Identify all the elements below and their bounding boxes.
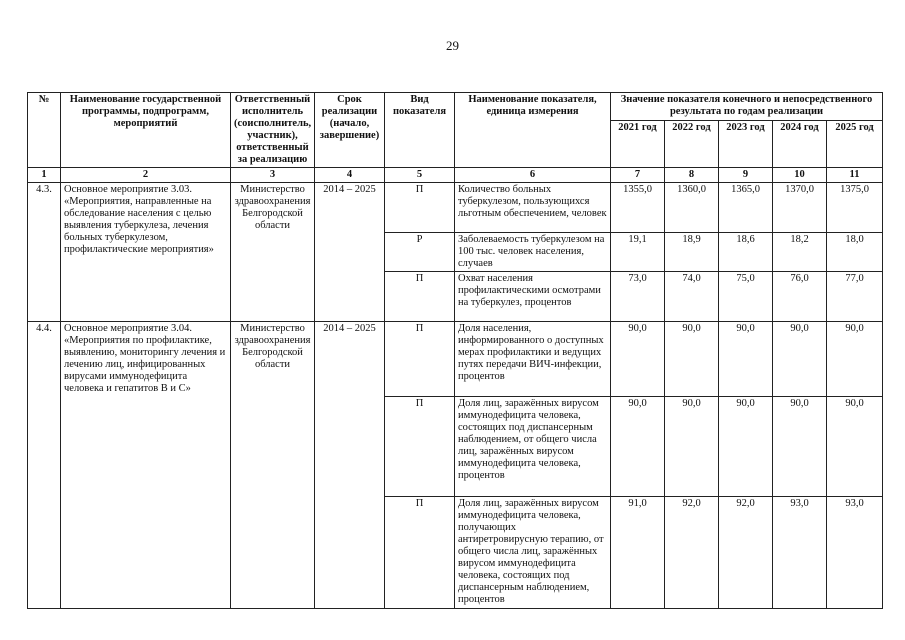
table-row <box>28 183 883 233</box>
indicator-value: 1355,0 <box>611 183 665 233</box>
indicator-value: 90,0 <box>665 322 719 397</box>
indicator-value: 90,0 <box>773 322 827 397</box>
column-number: 6 <box>455 168 611 183</box>
indicator-value: 77,0 <box>827 272 883 322</box>
indicator-value: 93,0 <box>773 497 827 609</box>
indicator-name: Охват населения профилактическими осмотрами на туберкулез, процентов <box>455 272 611 322</box>
indicator-value: 18,6 <box>719 233 773 272</box>
indicator-value: 91,0 <box>611 497 665 609</box>
indicator-value: 1375,0 <box>827 183 883 233</box>
header-no: № <box>28 93 61 168</box>
indicator-name: Заболеваемость туберкулезом на 100 тыс. человек населения, случаев <box>455 233 611 272</box>
header-year: 2021 год <box>611 120 665 167</box>
indicators-table <box>27 92 883 609</box>
indicator-value: 18,2 <box>773 233 827 272</box>
header-indicator-name: Наименование показателя, единица измерения <box>455 93 611 168</box>
indicator-value: 90,0 <box>773 397 827 497</box>
indicator-type: П <box>385 397 455 497</box>
indicator-name: Доля лиц, заражённых вирусом иммунодефицита человека, состоящих под диспансерным наблюдением, от общего числа лиц, заражённых вирусом иммунодефицита человека, процентов <box>455 397 611 497</box>
indicator-value: 18,0 <box>827 233 883 272</box>
event-executor: Министерство здравоохранения Белгородской области <box>231 183 315 322</box>
event-period: 2014 – 2025 <box>315 322 385 609</box>
header-executor: Ответственный исполнитель (соисполнитель, участник), ответственный за реализацию <box>231 93 315 168</box>
indicator-value: 76,0 <box>773 272 827 322</box>
indicator-value: 19,1 <box>611 233 665 272</box>
indicator-type: Р <box>385 233 455 272</box>
column-number: 10 <box>773 168 827 183</box>
event-name: Основное мероприятие 3.03. «Мероприятия, направленные на обследование населения с целью выявления туберкулеза, лечения больных туберкулезом, профилактические мероприятия» <box>61 183 231 322</box>
indicator-value: 18,9 <box>665 233 719 272</box>
indicator-value: 90,0 <box>719 322 773 397</box>
indicator-name: Доля населения, информированного о доступных мерах профилактики и ведущих путях передачи ВИЧ-инфекции, процентов <box>455 322 611 397</box>
event-name: Основное мероприятие 3.04. «Мероприятия по профилактике, выявлению, мониторингу лечения и лечению лиц, инфицированных вирусами иммунодефицита человека и гепатитов В и С» <box>61 322 231 609</box>
column-number: 4 <box>315 168 385 183</box>
column-number: 8 <box>665 168 719 183</box>
header-year: 2022 год <box>665 120 719 167</box>
header-period: Срок реализации (начало, завершение) <box>315 93 385 168</box>
event-period: 2014 – 2025 <box>315 183 385 322</box>
indicator-value: 73,0 <box>611 272 665 322</box>
column-number: 5 <box>385 168 455 183</box>
header-indicator-type: Вид показателя <box>385 93 455 168</box>
column-number: 9 <box>719 168 773 183</box>
indicator-value: 74,0 <box>665 272 719 322</box>
indicator-name: Количество больных туберкулезом, пользующихся льготным обеспечением, человек <box>455 183 611 233</box>
indicator-type: П <box>385 272 455 322</box>
header-values-group: Значение показателя конечного и непосредственного результата по годам реализации <box>611 93 883 121</box>
indicator-type: П <box>385 322 455 397</box>
column-number: 1 <box>28 168 61 183</box>
indicator-type: П <box>385 497 455 609</box>
column-number: 11 <box>827 168 883 183</box>
header-year: 2023 год <box>719 120 773 167</box>
indicator-value: 1360,0 <box>665 183 719 233</box>
header-program-name: Наименование государственной программы, подпрограмм, мероприятий <box>61 93 231 168</box>
indicator-value: 90,0 <box>611 322 665 397</box>
event-number: 4.4. <box>28 322 61 609</box>
indicator-value: 92,0 <box>665 497 719 609</box>
column-number-row <box>28 168 883 183</box>
column-number: 7 <box>611 168 665 183</box>
indicator-value: 1370,0 <box>773 183 827 233</box>
indicator-value: 92,0 <box>719 497 773 609</box>
column-number: 3 <box>231 168 315 183</box>
table-row <box>28 322 883 397</box>
header-year: 2025 год <box>827 120 883 167</box>
indicator-name: Доля лиц, заражённых вирусом иммунодефицита человека, получающих антиретровирусную терапию, от общего числа лиц, заражённых вирусом иммунодефицита человека, состоящих под диспансерным наблюдением, процентов <box>455 497 611 609</box>
page-number: 29 <box>446 38 459 53</box>
indicator-value: 93,0 <box>827 497 883 609</box>
indicator-value: 90,0 <box>827 322 883 397</box>
indicator-value: 90,0 <box>719 397 773 497</box>
indicator-type: П <box>385 183 455 233</box>
indicator-value: 90,0 <box>665 397 719 497</box>
event-number: 4.3. <box>28 183 61 322</box>
indicator-value: 1365,0 <box>719 183 773 233</box>
indicator-value: 75,0 <box>719 272 773 322</box>
indicator-value: 90,0 <box>611 397 665 497</box>
indicator-value: 90,0 <box>827 397 883 497</box>
event-executor: Министерство здравоохранения Белгородской области <box>231 322 315 609</box>
header-year: 2024 год <box>773 120 827 167</box>
column-number: 2 <box>61 168 231 183</box>
